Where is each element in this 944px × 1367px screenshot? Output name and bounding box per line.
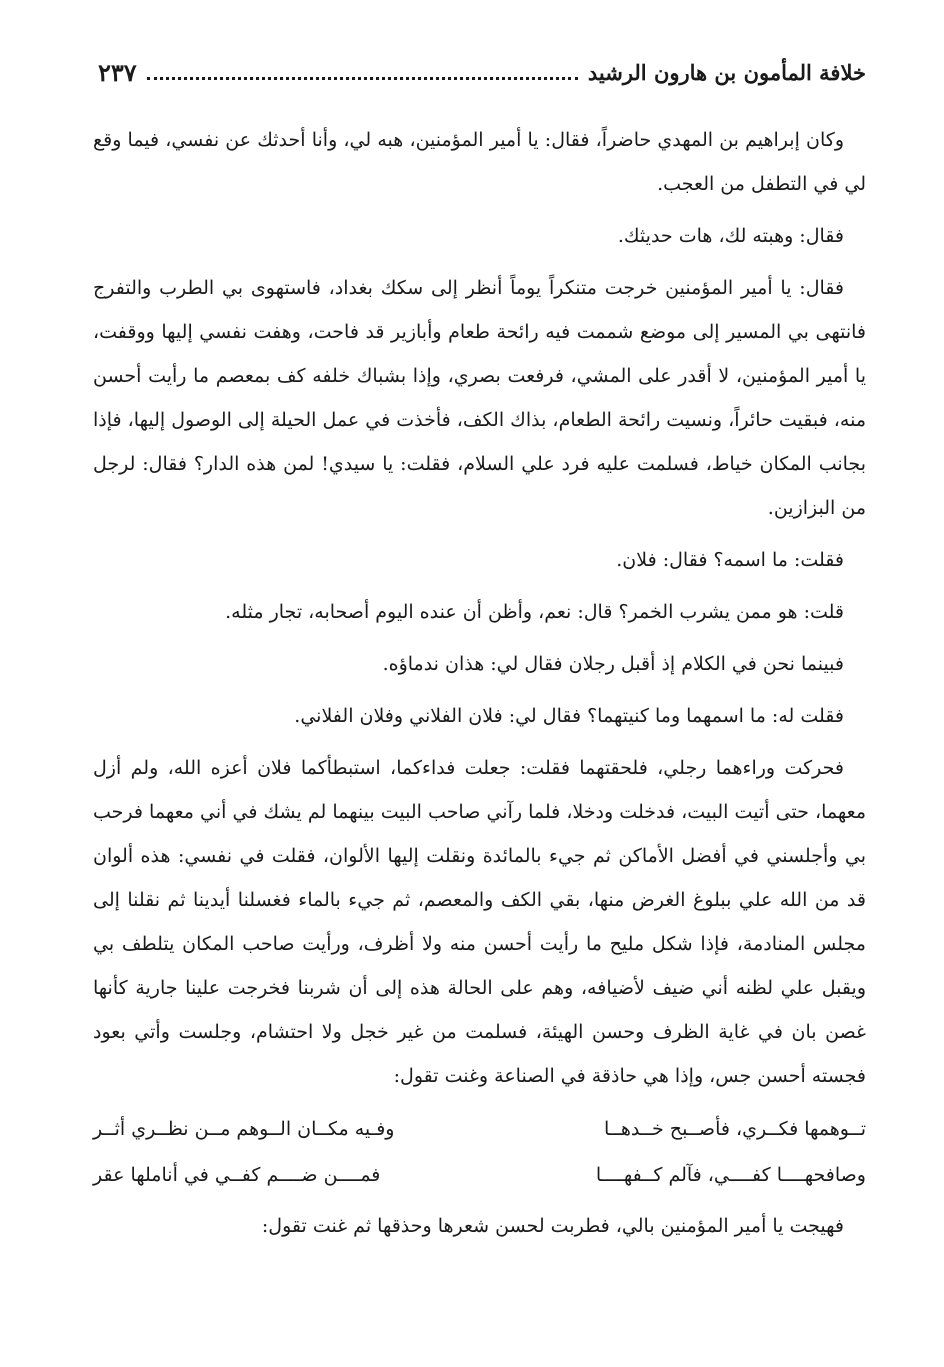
running-header	[98, 52, 866, 92]
verse-second-hemistich: فمــــن ضــــم كفــي في أناملها عقر	[93, 1164, 381, 1186]
leader-dots	[147, 77, 578, 80]
page-number: ٢٣٧	[98, 57, 137, 87]
verse-line	[93, 1152, 866, 1198]
body-text	[93, 118, 866, 1256]
verse-first-hemistich: تــوهمها فكــري، فأصــبح خــدهــا	[603, 1118, 866, 1140]
paragraph: قلت: هو ممن يشرب الخمر؟ قال: نعم، وأظن أن عنده اليوم أصحابه، تجار مثله.	[225, 601, 844, 623]
poem	[93, 1106, 866, 1198]
closing-paragraph: فهيجت يا أمير المؤمنين بالي، فطربت لحسن شعرها وحذقها ثم غنت تقول:	[261, 1215, 844, 1237]
paragraph: فقلت له: ما اسمهما وما كنيتهما؟ فقال لي: فلان الفلاني وفلان الفلاني.	[294, 705, 844, 727]
paragraph: فحركت وراءهما رجلي، فلحقتهما فقلت: جعلت فداءكما، استبطأكما فلان أعزه الله، ولم أزل معهما، حتى أتيت البيت، فدخلت ودخلا، فلما رآني صاحب البيت بينهما لم يشك في أني معهما فرحب بي وأجلسني في أفضل الأماكن ثم جيء بالمائدة ونقلت إليها الألوان، فقلت في نفسي: هذه ألوان قد من الله علي ببلوغ الغرض منها، بقي الكف والمعصم، ثم جيء بالماء فغسلنا أيدينا ثم نقلنا إلى مجلس المنادمة، فإذا شكل مليح ما رأيت أحسن منه ولا أظرف، ورأيت صاحب المكان يتلطف بي ويقبل علي لظنه أني ضيف لأضيافه، وهم على الحالة هذه إلى أن شربنا فخرجت علينا جارية كأنها غصن بان في غاية الظرف وحسن الهيئة، فسلمت من غير خجل ولا احتشام، وجلست وأتي بعود فجسته أحسن جس، وإذا هي حاذقة في الصناعة وغنت تقول:	[93, 757, 866, 1087]
chapter-title: خلافة المأمون بن هارون الرشيد	[587, 59, 866, 85]
verse-second-hemistich: وفـيه مكــان الــوهم مــن نظــري أثــر	[93, 1118, 395, 1140]
paragraph: فقلت: ما اسمه؟ فقال: فلان.	[616, 549, 844, 571]
paragraph: فقال: يا أمير المؤمنين خرجت متنكراً يوماً أنظر إلى سكك بغداد، فاستهوى بي الطرب والتفرج فانتهى بي المسير إلى موضع شممت فيه رائحة طعام وأبازير قد فاحت، وهفت نفسي إليها ووقفت، يا أمير المؤمنين، لا أقدر على المشي، فرفعت بصري، وإذا بشباك خلفه كف بمعصم ما رأيت أحسن منه، فبقيت حائراً، ونسيت رائحة الطعام، بذاك الكف، فأخذت في عمل الحيلة إلى الوصول إليها، فإذا بجانب المكان خياط، فسلمت عليه فرد علي السلام، فقلت: يا سيدي! لمن هذه الدار؟ فقال: لرجل من البزازين.	[93, 277, 866, 519]
paragraph: فقال: وهبته لك، هات حديثك.	[617, 225, 844, 247]
paragraph: وكان إبراهيم بن المهدي حاضراً، فقال: يا أمير المؤمنين، هبه لي، وأنا أحدثك عن نفسي، فيما وقع لي في التطفل من العجب.	[93, 129, 866, 195]
verse-line	[93, 1106, 866, 1152]
paragraph: فبينما نحن في الكلام إذ أقبل رجلان فقال لي: هذان ندماؤه.	[382, 653, 844, 675]
verse-first-hemistich: وصافحهــــا كفــــي، فآلم كــفهــــا	[595, 1164, 866, 1186]
